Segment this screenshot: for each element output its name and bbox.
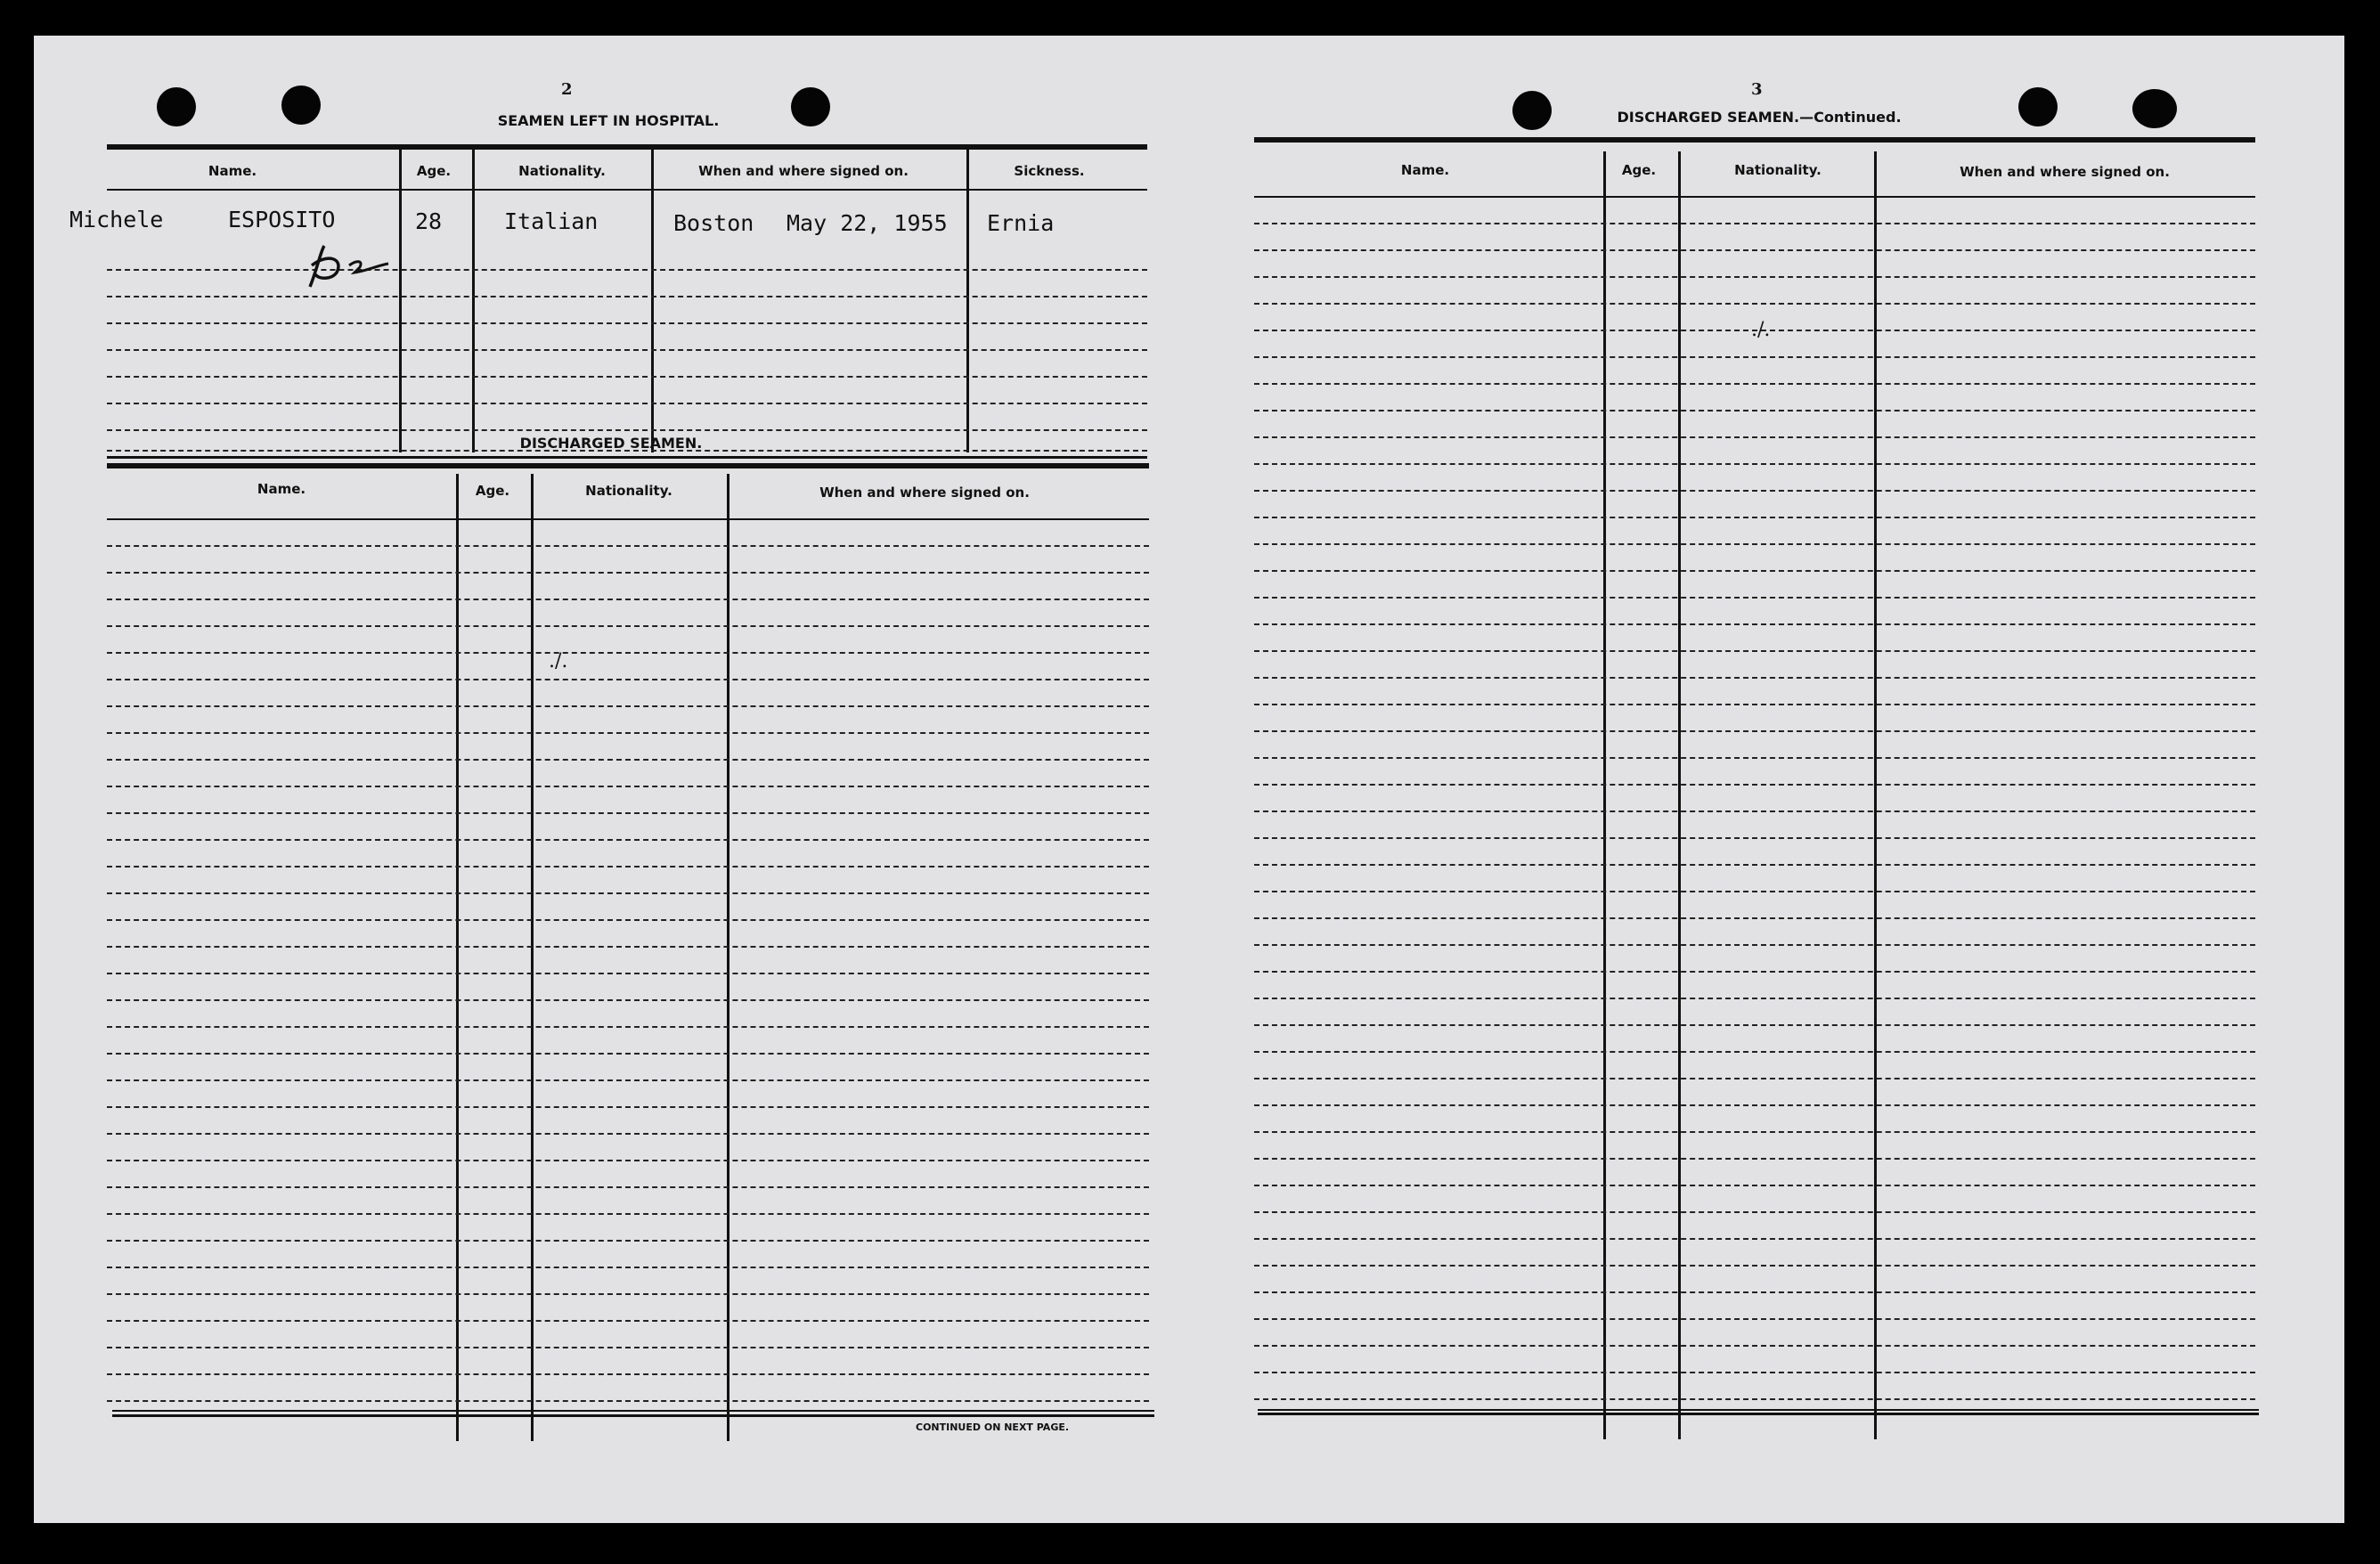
- right-col-divider: [1678, 151, 1681, 1439]
- row-rule: [1254, 249, 2255, 251]
- right-table-bottom-rule: [1258, 1413, 2259, 1415]
- row-rule: [107, 812, 1149, 814]
- right-table-bottom-rule: [1258, 1409, 2259, 1411]
- discharged-header-rule: [107, 518, 1149, 520]
- punch-hole: [1512, 91, 1552, 130]
- row-rule: [1254, 864, 2255, 866]
- row-rule: [1254, 623, 2255, 625]
- row-rule: [107, 322, 1147, 324]
- right-table-top-rule: [1254, 137, 2255, 143]
- row-rule: [1254, 1131, 2255, 1133]
- row-rule: [107, 839, 1149, 841]
- entry-age: 28: [415, 208, 443, 234]
- row-rule: [1254, 383, 2255, 385]
- row-rule: [1254, 1158, 2255, 1160]
- entry-first-name: Michele: [69, 207, 164, 232]
- continued-note: CONTINUED ON NEXT PAGE.: [916, 1421, 1070, 1433]
- row-rule: [107, 1106, 1149, 1108]
- discharged-continued-title: DISCHARGED SEAMEN.—Continued.: [1617, 109, 1902, 126]
- row-rule: [1254, 570, 2255, 572]
- row-rule: [1254, 704, 2255, 705]
- hospital-table-bottom-rule: [107, 456, 1147, 459]
- punch-hole: [791, 87, 830, 126]
- row-rule: [107, 679, 1149, 680]
- row-rule: [107, 1267, 1149, 1268]
- hospital-header-rule: [107, 189, 1147, 191]
- row-rule: [1254, 784, 2255, 786]
- entry-signed-on-date: May 22, 1955: [787, 210, 948, 236]
- entry-sickness: Ernia: [987, 210, 1055, 236]
- row-rule: [107, 759, 1149, 761]
- discharged-table-top-rule: [107, 463, 1149, 468]
- hospital-col-divider: [472, 150, 475, 452]
- row-rule: [107, 1133, 1149, 1135]
- discharged-table-bottom-rule: [112, 1414, 1154, 1417]
- hospital-col-sickness: Sickness.: [1014, 163, 1085, 179]
- row-rule: [1254, 410, 2255, 411]
- row-rule: [1254, 1078, 2255, 1079]
- right-col-divider: [1603, 151, 1606, 1439]
- hospital-col-signed-on: When and where signed on.: [698, 163, 909, 179]
- discharged-col-divider: [531, 474, 534, 1441]
- right-col-name: Name.: [1400, 162, 1450, 178]
- row-rule: [1254, 1265, 2255, 1267]
- row-rule: [107, 732, 1149, 734]
- row-rule: [107, 349, 1147, 351]
- discharged-col-nationality: Nationality.: [585, 483, 672, 499]
- row-rule: [1254, 757, 2255, 759]
- row-rule: [107, 866, 1149, 868]
- row-rule: [1254, 1345, 2255, 1347]
- row-rule: [1254, 223, 2255, 224]
- row-rule: [107, 999, 1149, 1001]
- row-rule: [1254, 1051, 2255, 1053]
- discharged-col-age: Age.: [475, 483, 510, 499]
- row-rule: [1254, 303, 2255, 305]
- row-rule: [107, 1320, 1149, 1322]
- right-col-divider: [1874, 151, 1877, 1439]
- punch-hole: [2018, 87, 2058, 126]
- row-rule: [107, 625, 1149, 627]
- row-rule: [107, 1400, 1149, 1402]
- right-col-signed-on: When and where signed on.: [1960, 164, 2170, 180]
- row-rule: [107, 376, 1147, 378]
- row-rule: [1254, 650, 2255, 652]
- hospital-col-age: Age.: [416, 163, 452, 179]
- row-rule: [107, 599, 1149, 600]
- right-col-nationality: Nationality.: [1734, 162, 1822, 178]
- row-rule: [1254, 517, 2255, 518]
- row-rule: [107, 1293, 1149, 1295]
- row-rule: [107, 1026, 1149, 1028]
- row-rule: [107, 1079, 1149, 1081]
- page-number: 3: [1751, 80, 1763, 99]
- row-rule: [107, 1186, 1149, 1188]
- hospital-col-divider: [651, 150, 654, 452]
- discharged-section-title: DISCHARGED SEAMEN.: [519, 435, 703, 452]
- row-rule: [1254, 998, 2255, 999]
- entry-signed-on-place: Boston: [673, 210, 754, 236]
- row-rule: [1254, 837, 2255, 839]
- row-rule: [1254, 944, 2255, 946]
- row-rule: [1254, 1318, 2255, 1320]
- row-rule: [107, 1213, 1149, 1215]
- row-rule: [1254, 1372, 2255, 1373]
- row-rule: [1254, 811, 2255, 812]
- discharged-table-bottom-rule: [112, 1410, 1154, 1412]
- row-rule: [1254, 543, 2255, 545]
- row-rule: [1254, 677, 2255, 679]
- row-rule: [1254, 1211, 2255, 1213]
- row-rule: [1254, 730, 2255, 732]
- row-rule: [107, 973, 1149, 974]
- row-rule: [1254, 1185, 2255, 1186]
- page-number: 2: [561, 80, 573, 99]
- handwritten-mark: [292, 233, 399, 296]
- row-rule: [1254, 436, 2255, 438]
- row-rule: [107, 1347, 1149, 1348]
- hospital-col-divider: [966, 150, 969, 452]
- row-rule: [107, 545, 1149, 547]
- row-rule: [1254, 1024, 2255, 1026]
- row-rule: [1254, 490, 2255, 492]
- left-page: [34, 36, 1192, 1523]
- discharged-col-signed-on: When and where signed on.: [819, 485, 1030, 501]
- row-rule: [107, 1240, 1149, 1242]
- hospital-table-top-rule: [107, 144, 1147, 150]
- row-rule: [1254, 891, 2255, 892]
- entry-last-name: ESPOSITO: [228, 207, 336, 232]
- entry-nationality: Italian: [504, 208, 599, 234]
- row-rule: [107, 705, 1149, 707]
- hospital-col-nationality: Nationality.: [518, 163, 606, 179]
- row-rule: [107, 403, 1147, 404]
- right-col-age: Age.: [1621, 162, 1657, 178]
- row-rule: [107, 946, 1149, 948]
- discharged-col-divider: [456, 474, 459, 1441]
- hospital-section-title: SEAMEN LEFT IN HOSPITAL.: [497, 112, 720, 129]
- row-rule: [107, 1160, 1149, 1161]
- hospital-col-divider: [399, 150, 402, 452]
- handwritten-tick: ./.: [549, 650, 568, 672]
- row-rule: [107, 919, 1149, 921]
- hospital-col-name: Name.: [208, 163, 257, 179]
- row-rule: [1254, 917, 2255, 919]
- handwritten-tick: ./.: [1751, 319, 1771, 341]
- row-rule: [107, 652, 1149, 654]
- row-rule: [1254, 1398, 2255, 1400]
- punch-hole: [2132, 89, 2177, 128]
- row-rule: [107, 296, 1147, 297]
- punch-hole: [281, 86, 321, 125]
- row-rule: [1254, 463, 2255, 465]
- row-rule: [1254, 1291, 2255, 1293]
- row-rule: [107, 429, 1147, 431]
- right-page: [1192, 36, 2344, 1523]
- row-rule: [1254, 276, 2255, 278]
- row-rule: [107, 892, 1149, 894]
- row-rule: [107, 572, 1149, 574]
- row-rule: [1254, 1238, 2255, 1240]
- right-header-rule: [1254, 196, 2255, 198]
- discharged-col-divider: [727, 474, 729, 1441]
- row-rule: [107, 786, 1149, 787]
- punch-hole: [157, 87, 196, 126]
- discharged-col-name: Name.: [257, 481, 306, 497]
- row-rule: [107, 1373, 1149, 1375]
- row-rule: [107, 269, 1147, 271]
- row-rule: [1254, 356, 2255, 358]
- row-rule: [1254, 971, 2255, 973]
- row-rule: [1254, 1104, 2255, 1106]
- row-rule: [1254, 597, 2255, 599]
- row-rule: [107, 1053, 1149, 1055]
